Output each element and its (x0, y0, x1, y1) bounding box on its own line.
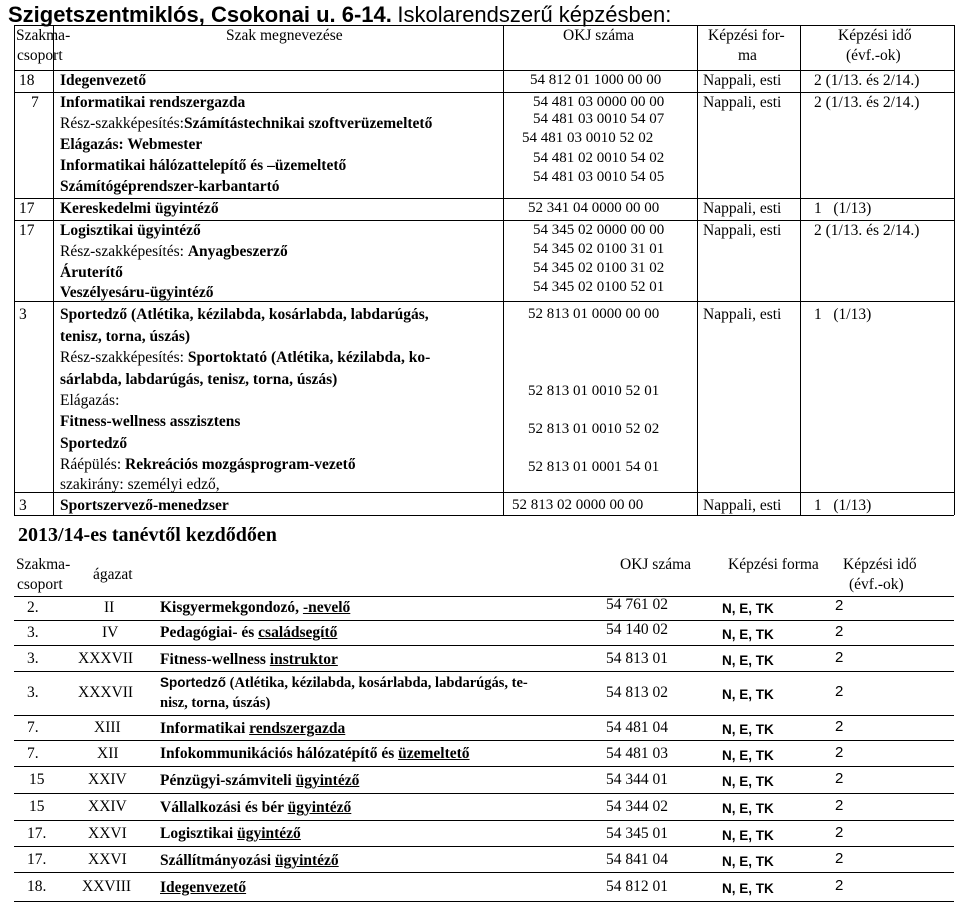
row-form: N, E, TK (722, 854, 774, 869)
header-time-line1: Képzési idő (843, 556, 917, 573)
header-time-line2: (évf.-ok) (849, 576, 904, 593)
row-name: Sportedző (Atlétika, kézilabda, kosárlabda, labdarúgás, (60, 306, 429, 323)
row-form: N, E, TK (722, 774, 774, 789)
row-name: Infokommunikációs hálózatépítő és üzemeltető (160, 745, 470, 762)
row-okj: 54 344 02 (606, 798, 668, 815)
row-form: N, E, TK (722, 687, 774, 702)
row-name: Idegenvezető (60, 72, 147, 89)
row-form: Nappali, esti (703, 222, 782, 239)
page-title-location: Szigetszentmiklós, Csokonai u. 6-14. (8, 2, 392, 27)
page-title-subtitle: Iskolarendszerű képzésben: (397, 2, 672, 27)
sub-name: Veszélyesáru-ügyintéző (60, 284, 214, 301)
row-name: Informatikai rendszergazda (160, 720, 346, 737)
sub-qualification: Rész-szakképesítés:Számítástechnikai szoftverüzemeltető (60, 115, 433, 132)
sub-okj: 54 481 03 0010 54 05 (533, 169, 665, 185)
sub-qualification: Rész-szakképesítés: Sportoktató (Atlétika, kézilabda, ko- (60, 349, 431, 366)
row-name: Pénzügyi-számviteli ügyintéző (160, 772, 360, 789)
row-branch: XXIV (88, 798, 127, 815)
row-group: 17. (27, 825, 47, 842)
sub-okj: 54 345 02 0100 31 01 (533, 241, 665, 257)
row-time: 2 (1/13. és 2/14.) (814, 94, 920, 111)
row-branch: II (104, 599, 115, 616)
row-name: Sportedző (Atlétika, kézilabda, kosárlabda, labdarúgás, te- (160, 675, 528, 691)
sub-okj: 54 345 02 0100 52 01 (533, 279, 665, 295)
row-okj: 54 761 02 (606, 596, 668, 613)
row-form: Nappali, esti (703, 200, 782, 217)
sub-branch: Elágazás: Webmester (60, 136, 203, 153)
row-okj: 54 344 01 (606, 771, 668, 788)
row-form: Nappali, esti (703, 306, 782, 323)
row-name: Logisztikai ügyintéző (160, 825, 301, 842)
sub-name: Áruterítő (60, 264, 123, 281)
row-form: Nappali, esti (703, 94, 782, 111)
row-branch: XXVIII (82, 878, 132, 895)
row-okj: 52 813 01 0000 00 00 (528, 306, 660, 322)
row-time: 2 (835, 623, 844, 640)
row-name: Logisztikai ügyintéző (60, 222, 201, 239)
row-name: Kereskedelmi ügyintéző (60, 200, 219, 217)
row-okj: 54 345 02 0000 00 00 (533, 222, 665, 238)
row-name: Sportszervező-menedzser (60, 497, 229, 514)
sub-qualification: Rész-szakképesítés: Anyagbeszerző (60, 243, 288, 260)
row-okj: 54 813 02 (606, 684, 668, 701)
row-okj: 54 140 02 (606, 621, 668, 638)
row-okj: 54 813 01 (606, 650, 668, 667)
sub-okj: 52 813 01 0010 52 01 (528, 383, 660, 399)
sub-okj: 54 481 02 0010 54 02 (533, 150, 665, 166)
row-branch: XXXVII (78, 684, 134, 701)
row-group: 18 (19, 72, 35, 89)
row-time: 2 (1/13. és 2/14.) (814, 72, 920, 89)
row-name: Vállalkozási és bér ügyintéző (160, 799, 352, 816)
row-branch: IV (102, 624, 119, 641)
header-okj: OKJ száma (620, 556, 692, 573)
sub-okj: 54 481 03 0010 52 02 (522, 130, 654, 146)
row-form: Nappali, esti (703, 72, 782, 89)
row-time: 1 (1/13) (814, 200, 872, 217)
row-okj: 54 841 04 (606, 851, 668, 868)
sub-okj: 54 345 02 0100 31 02 (533, 260, 665, 276)
sub-okj: 54 481 03 0010 54 07 (533, 111, 665, 127)
row-branch: XXXVII (78, 650, 134, 667)
row-time: 1 (1/13) (814, 497, 872, 514)
row-group: 2. (27, 599, 39, 616)
row-group: 7 (31, 94, 39, 111)
row-time: 2 (835, 597, 844, 614)
row-okj: 52 341 04 0000 00 00 (528, 200, 660, 216)
row-group: 3. (27, 624, 39, 641)
row-group: 15 (29, 771, 45, 788)
row-time: 2 (835, 718, 844, 735)
sub-name: Fitness-wellness asszisztens (60, 413, 241, 430)
row-time: 2 (835, 824, 844, 841)
row-time: 2 (835, 770, 844, 787)
header-group-line2: csoport (17, 47, 63, 64)
row-okj: 54 812 01 (606, 878, 668, 895)
row-form: N, E, TK (722, 722, 774, 737)
row-branch: XXVI (88, 825, 127, 842)
row-time: 2 (835, 877, 844, 894)
row-time: 1 (1/13) (814, 306, 872, 323)
section-title: 2013/14-es tanévtől kezdődően (18, 524, 277, 546)
sub-okj: 52 813 01 0001 54 01 (528, 459, 660, 475)
sub-qualification-cont: sárlabda, labdarúgás, tenisz, torna, úszás) (60, 371, 338, 388)
row-name: Szállítmányozási ügyintéző (160, 852, 339, 869)
row-form: Nappali, esti (703, 497, 782, 514)
row-group: 7. (27, 745, 39, 762)
row-branch: XII (97, 745, 119, 762)
row-okj: 54 481 03 0000 00 00 (533, 94, 665, 110)
row-branch: XXVI (88, 851, 127, 868)
header-group-line1: Szakma- (16, 27, 71, 44)
row-okj: 54 481 04 (606, 719, 668, 736)
row-name: Kisgyermekgondozó, -nevelő (160, 599, 351, 616)
row-time: 2 (1/13. és 2/14.) (814, 222, 920, 239)
row-form: N, E, TK (722, 653, 774, 668)
row-group: 17. (27, 851, 47, 868)
header-name: Szak megnevezése (226, 27, 343, 44)
sub-specialization: szakirány: személyi edző, (60, 476, 220, 493)
row-form: N, E, TK (722, 828, 774, 843)
sub-extension: Ráépülés: Rekreációs mozgásprogram-vezető (60, 456, 356, 473)
row-name: Informatikai rendszergazda (60, 94, 246, 111)
header-group-line1: Szakma- (16, 556, 71, 573)
row-group: 15 (29, 798, 45, 815)
row-form: N, E, TK (722, 881, 774, 896)
row-time: 2 (835, 649, 844, 666)
row-group: 7. (27, 719, 39, 736)
sub-name: Sportedző (60, 435, 128, 452)
row-okj: 54 345 01 (606, 825, 668, 842)
row-okj: 54 812 01 1000 00 00 (530, 72, 662, 88)
row-branch: XXIV (88, 771, 127, 788)
row-name-cont: tenisz, torna, úszás) (60, 328, 191, 345)
row-okj: 54 481 03 (606, 745, 668, 762)
header-form-line2: ma (738, 47, 757, 64)
row-name: Idegenvezető (160, 879, 247, 896)
row-form: N, E, TK (722, 601, 774, 616)
row-time: 2 (835, 850, 844, 867)
row-group: 17 (19, 200, 35, 217)
row-branch: XIII (94, 719, 121, 736)
sub-name: Számítógéprendszer-karbantartó (60, 178, 280, 195)
row-time: 2 (835, 683, 844, 700)
row-form: N, E, TK (722, 801, 774, 816)
row-name-cont: nisz, torna, úszás) (160, 695, 271, 711)
header-time-line2: (évf.-ok) (846, 47, 901, 64)
row-form: N, E, TK (722, 627, 774, 642)
row-name: Fitness-wellness instruktor (160, 651, 338, 668)
sub-branch: Elágazás: (60, 392, 120, 409)
row-name: Pedagógiai- és családsegítő (160, 624, 338, 641)
row-group: 3 (19, 497, 27, 514)
row-group: 3. (27, 650, 39, 667)
row-time: 2 (835, 744, 844, 761)
row-group: 17 (19, 222, 35, 239)
row-group: 18. (27, 878, 47, 895)
sub-name: Informatikai hálózattelepítő és –üzemeltető (60, 157, 347, 174)
header-form: Képzési forma (728, 556, 819, 573)
header-group-line2: csoport (17, 576, 63, 593)
row-group: 3. (27, 684, 39, 701)
row-time: 2 (835, 797, 844, 814)
row-group: 3 (19, 306, 27, 323)
header-form-line1: Képzési for- (708, 27, 785, 44)
header-branch: ágazat (93, 566, 133, 583)
row-form: N, E, TK (722, 748, 774, 763)
header-time-line1: Képzési idő (838, 27, 912, 44)
sub-okj: 52 813 01 0010 52 02 (528, 421, 660, 437)
row-okj: 52 813 02 0000 00 00 (512, 497, 644, 513)
header-okj: OKJ száma (563, 27, 635, 44)
